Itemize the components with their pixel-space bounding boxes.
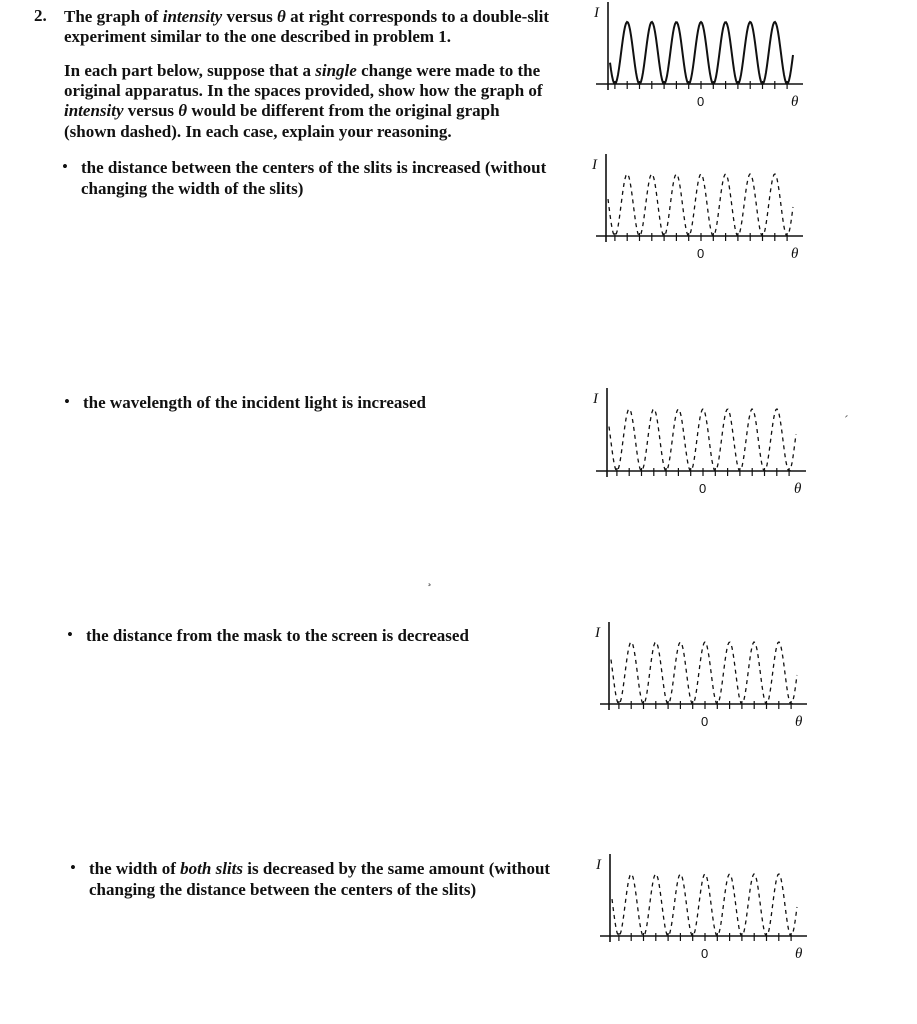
y-axis-label: I [592, 157, 597, 173]
instructions-line-1: In each part below, suppose that a single change were made to the [64, 61, 541, 80]
stray-mark: ¸ [427, 572, 432, 587]
graph-part-4 [592, 852, 817, 964]
intro-line-1: The graph of intensity versus θ at right corresponds to a double-slit [64, 7, 550, 26]
part-1-line-2: changing the width of the slits) [81, 179, 304, 198]
y-axis-label: I [595, 625, 600, 641]
x-axis-label: θ [791, 94, 799, 110]
y-axis-label: I [593, 391, 598, 407]
origin-label: 0 [697, 94, 705, 109]
part-4-line-1: the width of both slits is decreased by the same amount (without [89, 859, 551, 878]
part-1-line-1: the distance between the centers of the slits is increased (without [81, 158, 547, 177]
origin-label: 0 [697, 246, 705, 261]
bullet-icon: • [70, 858, 76, 877]
intensity-curve [610, 22, 793, 84]
y-axis-label: I [594, 5, 599, 21]
instructions-line-4: (shown dashed). In each case, explain your reasoning. [64, 122, 452, 141]
origin-label: 0 [701, 714, 709, 729]
intro-line-2: experiment similar to the one described in problem 1. [64, 27, 452, 46]
origin-label: 0 [699, 481, 707, 496]
dashed-intensity-curve [612, 874, 797, 936]
x-axis-label: θ [795, 946, 803, 962]
stray-mark: ´ [844, 414, 849, 429]
part-4-line-2: changing the distance between the centers of the slits) [89, 880, 477, 899]
origin-label: 0 [701, 946, 709, 961]
dashed-intensity-curve [608, 174, 793, 236]
y-axis-label: I [596, 857, 601, 873]
graph-original [588, 0, 813, 112]
dashed-intensity-curve [611, 642, 797, 704]
x-axis-label: θ [795, 714, 803, 730]
bullet-icon: • [64, 392, 70, 411]
part-2-line-1: the wavelength of the incident light is increased [83, 393, 426, 412]
instructions-line-2: original apparatus. In the spaces provided, show how the graph of [64, 81, 543, 100]
bullet-icon: • [67, 625, 73, 644]
graph-part-1 [588, 152, 813, 264]
problem-number: 2. [34, 6, 47, 25]
part-3-line-1: the distance from the mask to the screen is decreased [86, 626, 469, 645]
x-axis-label: θ [794, 481, 802, 497]
x-axis-label: θ [791, 246, 799, 262]
graph-part-3 [592, 620, 817, 732]
bullet-icon: • [62, 157, 68, 176]
dashed-intensity-curve [609, 409, 796, 471]
graph-part-2 [588, 386, 813, 498]
instructions-line-3: intensity versus θ would be different from the original graph [64, 101, 500, 120]
